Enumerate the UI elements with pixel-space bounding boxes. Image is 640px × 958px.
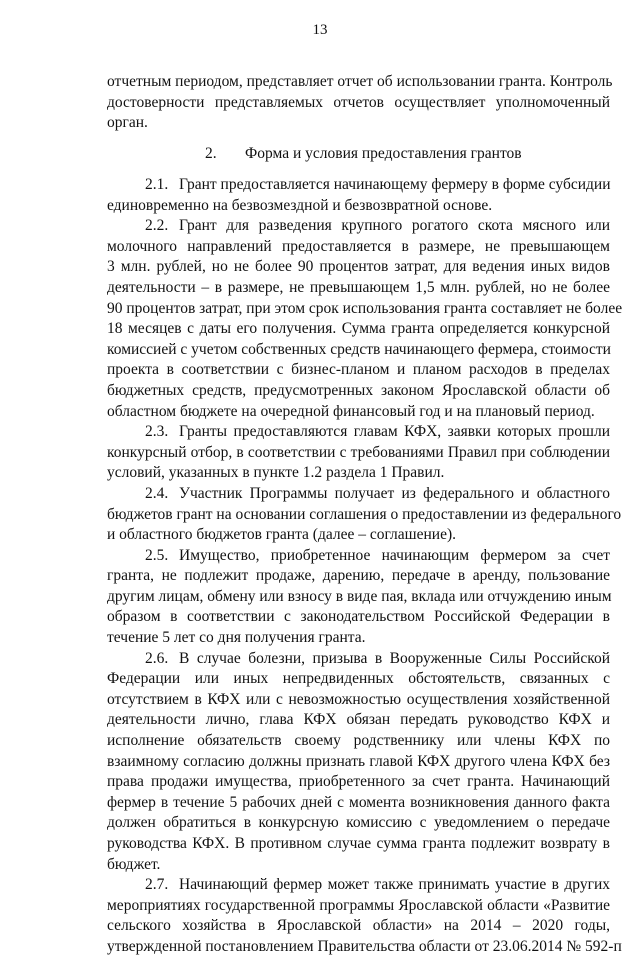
paragraph-number: 2.7. (145, 876, 169, 894)
text-line: бюджет. (107, 855, 161, 873)
text-line: течение 5 лет со дня получения гранта. (107, 629, 366, 647)
text-line: конкурсный отбор, в соответствии с требованиями Правил при соблюдении (107, 443, 610, 461)
page-number: 13 (312, 22, 328, 38)
text-line: права продажи имущества, приобретенного за счет гранта. Начинающий (107, 773, 610, 791)
text-line: 18 месяцев с даты его получения. Сумма гранта определяется конкурсной (107, 320, 610, 338)
text-line: 90 процентов затрат, при этом срок использования гранта составляет не более (107, 299, 623, 317)
text-line: должен обратиться в конкурсную комиссию с уведомлением о передаче (107, 814, 610, 832)
text-line: исполнение обязательств своему родственнику или члены КФХ по (107, 732, 610, 750)
paragraph-first-line-text: В случае болезни, призыва в Вооруженные Силы Российской (179, 649, 610, 667)
paragraph-2-5 (107, 546, 610, 649)
text-line: деятельности лично, глава КФХ обязан передать руководство КФХ и (107, 711, 610, 729)
paragraph-2-1 (107, 175, 610, 216)
paragraph-number: 2.3. (145, 423, 169, 441)
section-paragraphs (107, 175, 623, 958)
text-line: деятельности – в размере, не превышающем 1,5 млн. рублей, но не более (107, 278, 610, 296)
text-line: орган. (107, 114, 148, 132)
text-line (107, 875, 610, 896)
text-line: комиссией с учетом собственных средств начинающего фермера, стоимости (107, 340, 611, 358)
paragraph-first-line-text: Грант предоставляется начинающему фермеру в форме субсидии (179, 176, 611, 193)
paragraph-2-3 (107, 422, 610, 484)
text-line: образом в соответствии с законодательством Российской Федерации в (107, 608, 610, 626)
section-title: Форма и условия предоставления грантов (245, 145, 522, 162)
paragraph-number: 2.1. (145, 176, 169, 193)
paragraph-2-2 (107, 216, 623, 422)
document-body (107, 72, 613, 134)
paragraph-first-line-text: Гранты предоставляются главам КФХ, заявки которых прошли (179, 423, 610, 441)
text-line: мероприятиях государственной программы Ярославской области «Развитие (107, 896, 610, 914)
text-line: утвержденной постановлением Правительства области от 23.06.2014 № 592-п (107, 937, 622, 955)
text-line: бюджетных средств, предусмотренных законом Ярославской области об (107, 381, 610, 399)
paragraph-first-line-text: Имущество, приобретенное начинающим фермером за счет (179, 546, 610, 564)
paragraph-number: 2.6. (145, 649, 169, 667)
text-line (107, 546, 610, 567)
text-line: и областного бюджетов гранта (далее – соглашение). (107, 526, 456, 544)
text-line: проекта в соответствии с бизнес-планом и планом расходов в пределах (107, 361, 610, 379)
text-line: отсутствием в КФХ или с невозможностью осуществления хозяйственной (107, 690, 610, 708)
text-line: сельского хозяйства в Ярославской области» на 2014 – 2020 годы, (107, 917, 610, 935)
text-line (107, 484, 610, 505)
text-line: бюджетов грант на основании соглашения о предоставлении из федерального (107, 505, 622, 523)
text-line (107, 422, 610, 443)
text-line (107, 649, 610, 670)
text-line: 3 млн. рублей, но не более 90 процентов затрат, для ведения иных видов (107, 258, 610, 276)
text-line: областном бюджете на очередной финансовый год и на плановый период. (107, 402, 595, 420)
text-line: взаимному согласию должны признать главой КФХ другого члена КФХ без (107, 752, 610, 770)
paragraph-2-7 (107, 875, 622, 957)
text-line: отчетным периодом, представляет отчет об использовании гранта. Контроль (107, 73, 613, 90)
text-line: другим лицам, обмену или взносу в виде пая, вклада или отчуждению иным (107, 587, 612, 605)
paragraph-number: 2.2. (145, 217, 169, 235)
text-line (107, 216, 610, 237)
text-line: единовременно на безвозмездной и безвозвратной основе. (107, 196, 493, 214)
text-line: молочного направлений предоставляется в размере, не превышающем (107, 237, 610, 255)
paragraph-first-line-text: Участник Программы получает из федерального и областного (179, 484, 610, 502)
paragraph-number: 2.4. (145, 484, 169, 502)
paragraph-first-line-text: Грант для разведения крупного рогатого скота мясного или (179, 217, 610, 235)
paragraph-number: 2.5. (145, 546, 169, 564)
paragraph-first-line-text: Начинающий фермер может также принимать участие в других (179, 876, 610, 894)
text-line: достоверности представляемых отчетов осуществляет уполномоченный (107, 93, 610, 111)
text-line: гранта, не подлежит продаже, дарению, передаче в аренду, пользование (107, 567, 610, 585)
text-line: фермер в течение 5 рабочих дней с момента возникновения данного факта (107, 793, 610, 811)
paragraph-2-4 (107, 484, 622, 546)
text-line: руководства КФХ. В противном случае сумма гранта подлежит возврату в (107, 835, 610, 852)
intro-paragraph (107, 72, 613, 134)
text-line: условий, указанных в пункте 1.2 раздела 1 Правил. (107, 464, 445, 482)
text-line (107, 175, 610, 196)
text-line: Федерации или иных непредвиденных обстоятельств, связанных с (107, 670, 610, 688)
paragraph-2-6 (107, 649, 610, 876)
section-number: 2. (205, 145, 217, 162)
